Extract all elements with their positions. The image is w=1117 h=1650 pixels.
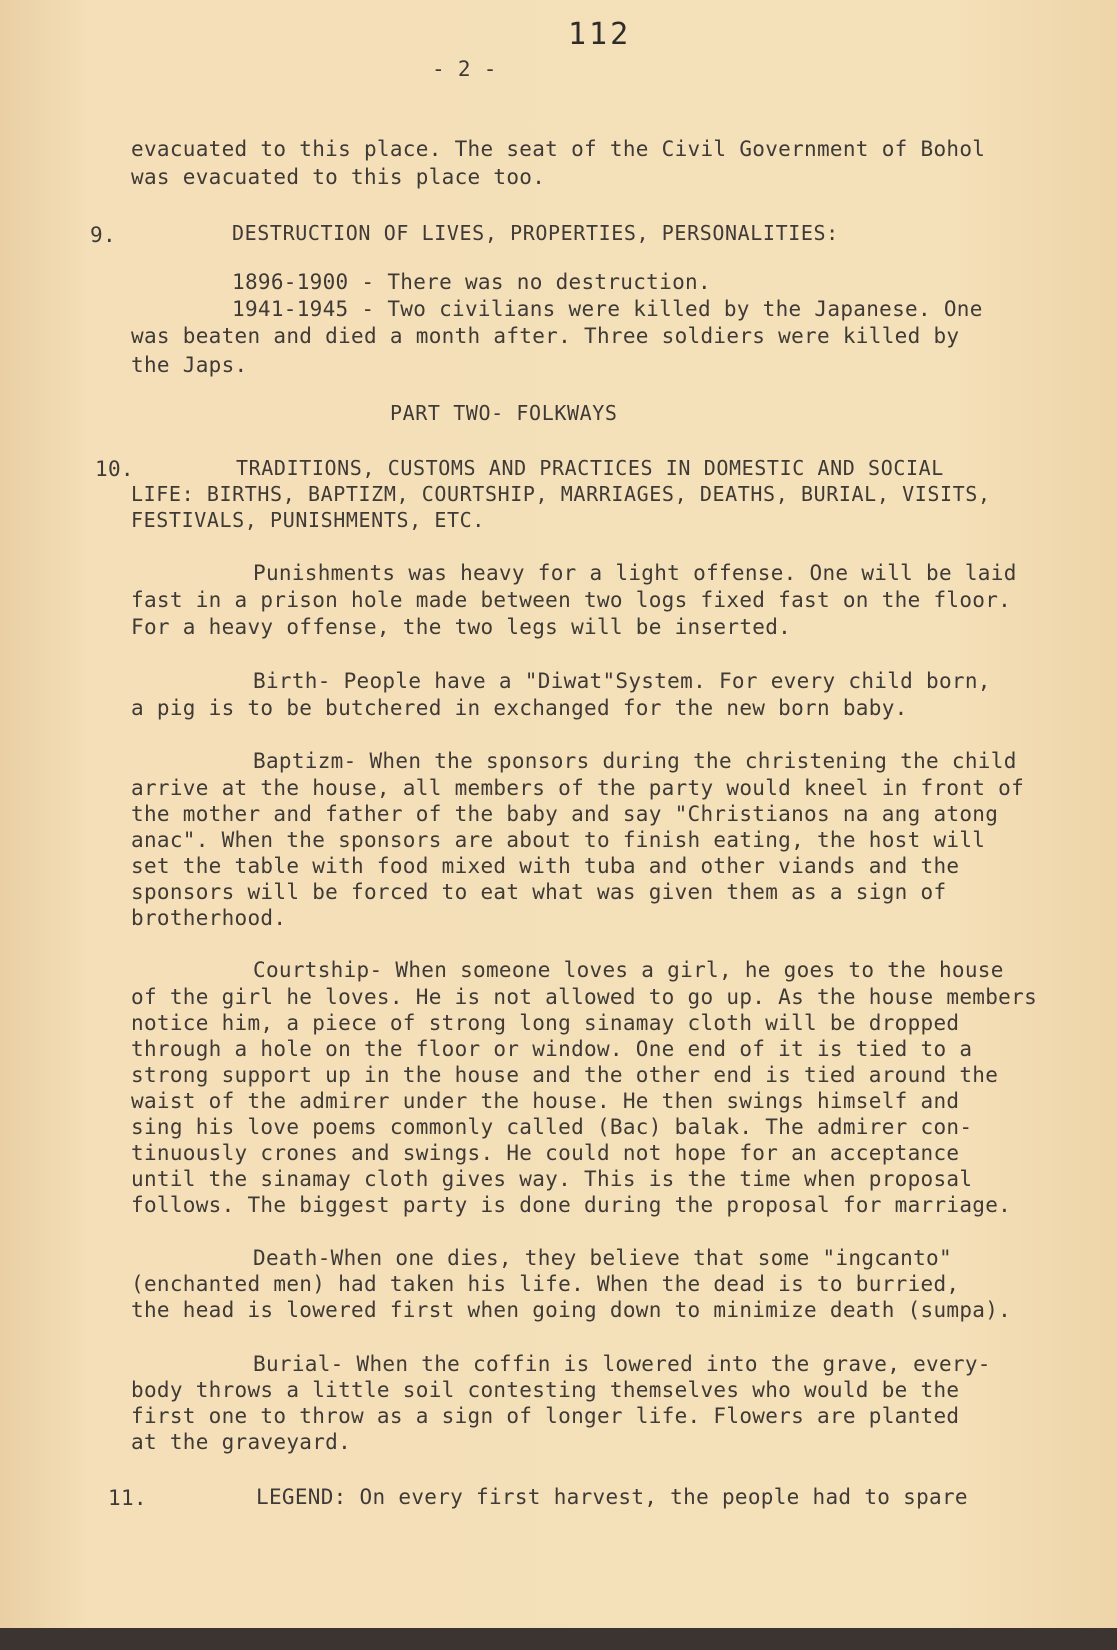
text-line: anac". When the sponsors are about to finish eating, the host will: [131, 828, 986, 852]
text-line: until the sinamay cloth gives way. This is the time when proposal: [131, 1167, 973, 1191]
text-line: first one to throw as a sign of longer life. Flowers are planted: [131, 1404, 960, 1428]
section-heading: TRADITIONS, CUSTOMS AND PRACTICES IN DOMESTIC AND SOCIAL: [236, 456, 944, 480]
section-heading: LIFE: BIRTHS, BAPTIZM, COURTSHIP, MARRIAGES, DEATHS, BURIAL, VISITS,: [131, 482, 991, 506]
part-heading: PART TWO- FOLKWAYS: [390, 401, 618, 425]
text-line: sing his love poems commonly called (Bac) balak. The admirer con-: [131, 1115, 973, 1139]
text-line: Burial- When the coffin is lowered into the grave, every-: [253, 1352, 991, 1376]
text-line: LEGEND: On every first harvest, the people had to spare: [256, 1485, 968, 1509]
scan-bottom-edge: [0, 1628, 1117, 1650]
text-line: 1896-1900 - There was no destruction.: [232, 270, 711, 294]
page-number: 112: [568, 17, 632, 52]
text-line: body throws a little soil contesting themselves who would be the: [131, 1378, 960, 1402]
text-line: For a heavy offense, the two legs will be inserted.: [131, 615, 792, 639]
text-line: follows. The biggest party is done during the proposal for marriage.: [131, 1193, 1012, 1217]
text-line: strong support up in the house and the other end is tied around the: [131, 1063, 999, 1087]
text-line: the mother and father of the baby and say "Christianos na ang atong: [131, 802, 999, 826]
text-line: Courtship- When someone loves a girl, he goes to the house: [253, 958, 1004, 982]
text-line: 1941-1945 - Two civilians were killed by the Japanese. One: [232, 297, 983, 321]
text-line: through a hole on the floor or window. One end of it is tied to a: [131, 1037, 973, 1061]
section-heading: DESTRUCTION OF LIVES, PROPERTIES, PERSONALITIES:: [232, 221, 839, 245]
text-line: notice him, a piece of strong long sinamay cloth will be dropped: [131, 1011, 960, 1035]
text-line: at the graveyard.: [131, 1430, 352, 1454]
text-line: set the table with food mixed with tuba and other viands and the: [131, 854, 960, 878]
text-line: Death-When one dies, they believe that some "ingcanto": [253, 1246, 952, 1270]
section-heading: FESTIVALS, PUNISHMENTS, ETC.: [131, 508, 485, 532]
sub-page-number: - 2 -: [432, 57, 497, 81]
text-line: waist of the admirer under the house. He then swings himself and: [131, 1089, 960, 1113]
item-number: 10.: [95, 457, 134, 481]
text-line: brotherhood.: [131, 906, 287, 930]
text-line: (enchanted men) had taken his life. When the dead is to burried,: [131, 1272, 960, 1296]
text-line: evacuated to this place. The seat of the Civil Government of Bohol: [131, 137, 986, 161]
text-line: the head is lowered first when going down to minimize death (sumpa).: [131, 1298, 1012, 1322]
text-line: Punishments was heavy for a light offense. One will be laid: [253, 561, 1017, 585]
text-line: sponsors will be forced to eat what was given them as a sign of: [131, 880, 947, 904]
text-line: was beaten and died a month after. Three soldiers were killed by: [131, 324, 960, 348]
text-line: fast in a prison hole made between two logs fixed fast on the floor.: [131, 588, 1012, 612]
text-line: tinuously crones and swings. He could not hope for an acceptance: [131, 1141, 960, 1165]
text-line: arrive at the house, all members of the party would kneel in front of: [131, 776, 1025, 800]
text-line: Baptizm- When the sponsors during the christening the child: [253, 749, 1017, 773]
text-line: Birth- People have a "Diwat"System. For every child born,: [253, 669, 991, 693]
item-number: 9.: [90, 223, 116, 247]
text-line: of the girl he loves. He is not allowed to go up. As the house members: [131, 985, 1038, 1009]
item-number: 11.: [108, 1486, 147, 1510]
text-line: the Japs.: [131, 353, 248, 377]
text-line: was evacuated to this place too.: [131, 165, 546, 189]
text-line: a pig is to be butchered in exchanged for the new born baby.: [131, 696, 908, 720]
